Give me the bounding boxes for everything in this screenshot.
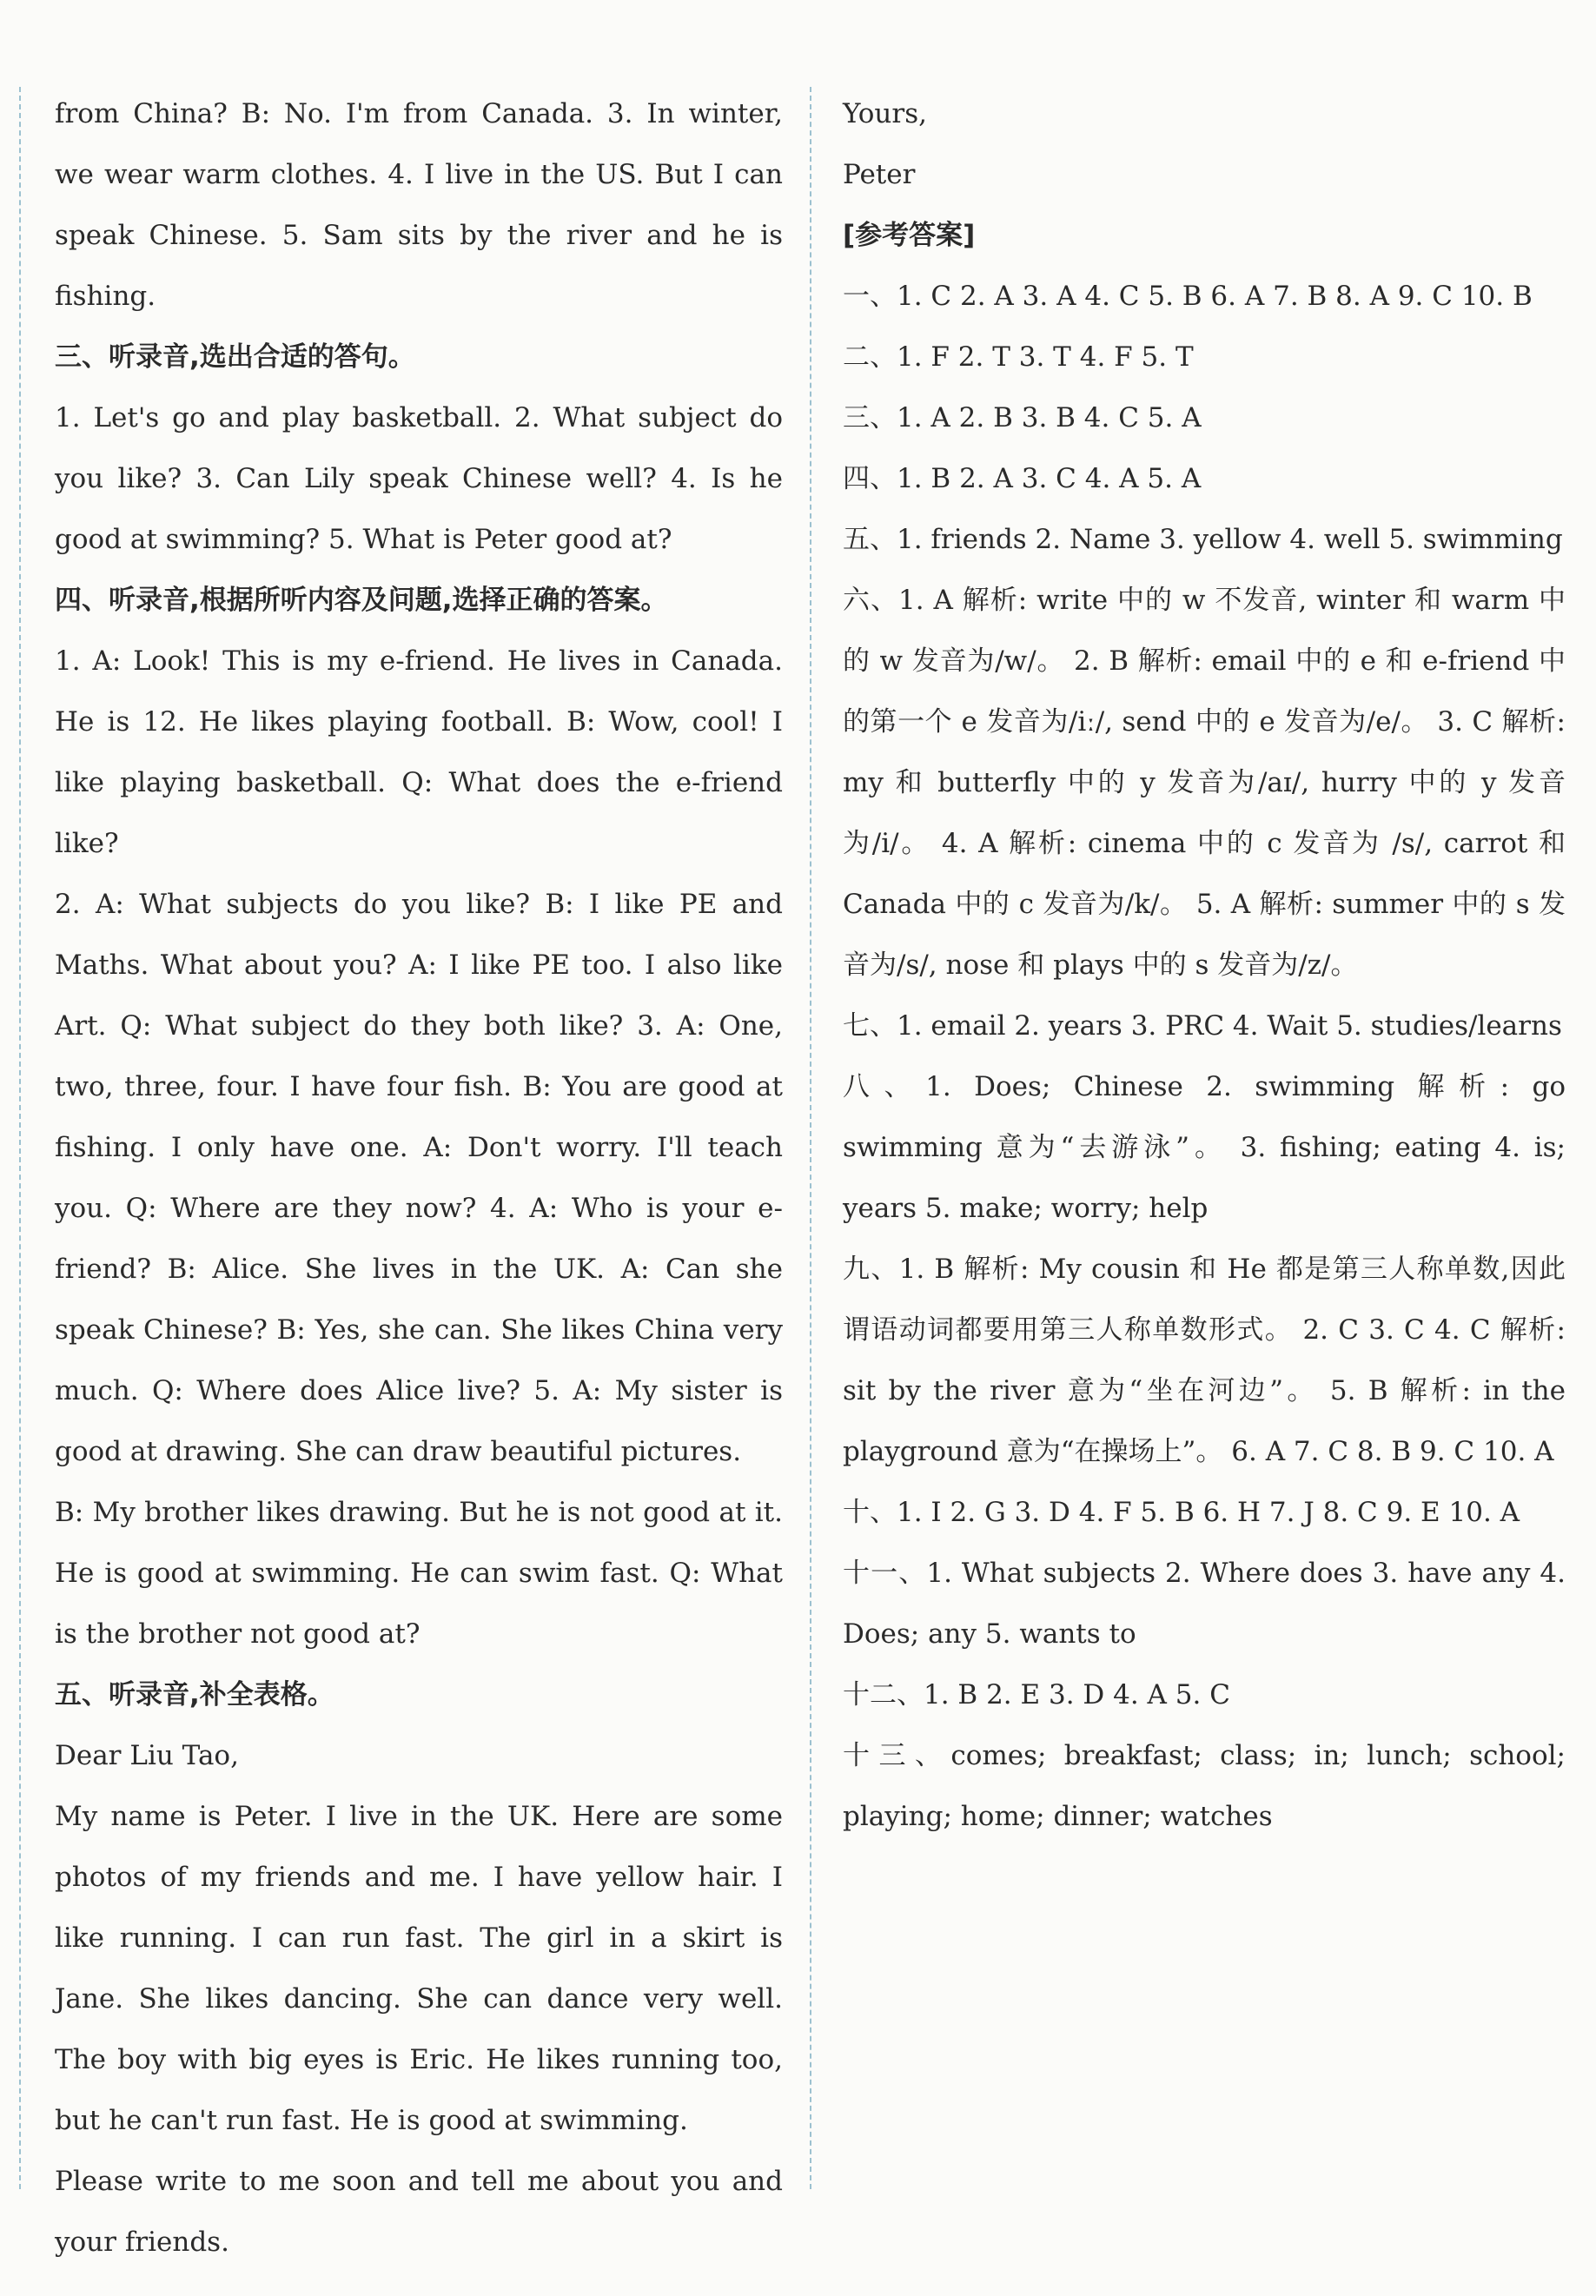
section-heading: 三、听录音,选出合适的答句。 bbox=[55, 341, 415, 373]
transcript-paragraph: B: My brother likes drawing. But he is not good at it. He is good at swimming. He can swim fast. Q: What is the brother not good at? bbox=[55, 1497, 783, 1650]
letter-salutation: Dear Liu Tao, bbox=[55, 1740, 239, 1771]
section-heading: 五、听录音,补全表格。 bbox=[55, 1679, 334, 1710]
transcript-paragraph: from China? B: No. I'm from Canada. 3. In winter, we wear warm clothes. 4. I live in the US. But I can speak Chinese. 5. Sam sits by the river and he is fishing. bbox=[55, 98, 783, 312]
transcript-paragraph: 1. A: Look! This is my e-friend. He lives in Canada. He is 12. He likes playing football. B: Wow, cool! I like playing basketball. Q: What does the e-friend like? bbox=[55, 645, 783, 859]
right-column bbox=[843, 83, 1566, 1847]
section-heading: 四、听录音,根据所听内容及问题,选择正确的答案。 bbox=[55, 585, 668, 616]
letter-body: My name is Peter. I live in the UK. Here are some photos of my friends and me. I have yellow hair. I like running. I can run fast. The girl in a skirt is Jane. She likes dancing. She can dance very well. The boy with big eyes is Eric. He likes running too, but he can't run fast. He is good at swimming. bbox=[55, 1801, 783, 2136]
answer-section-9: 九、1. B 解析: My cousin 和 He 都是第三人称单数,因此谓语动词都要用第三人称单数形式。 2. C 3. C 4. C 解析: sit by the river 意为“坐在河边”。 5. B 解析: in the playground 意为“在操场上”。 6. A 7. C 8. B 9. C 10. A bbox=[843, 1254, 1566, 1467]
transcript-paragraph: 2. A: What subjects do you like? B: I like PE and Maths. What about you? A: I like PE too. I also like Art. Q: What subject do they both like? 3. A: One, two, three, four. I have four fish. B: You are good at fishing. I only have one. A: Don't worry. I'll teach you. Q: Where are they now? 4. A: Who is your e-friend? B: Alice. She lives in the UK. A: Can she speak Chinese? B: Yes, she can. She likes China very much. Q: Where does Alice live? 5. A: My sister is good at drawing. She can draw beautiful pictures. bbox=[55, 889, 783, 1467]
left-margin-rule bbox=[19, 87, 21, 2189]
answer-section-13: 十三、comes; breakfast; class; in; lunch; school; playing; home; dinner; watches bbox=[843, 1740, 1566, 1832]
answer-section-2: 二、1. F 2. T 3. T 4. F 5. T bbox=[843, 341, 1194, 373]
answer-section-6: 六、1. A 解析: write 中的 w 不发音, winter 和 warm 中的 w 发音为/w/。 2. B 解析: email 中的 e 和 e-friend 中的第一个 e 发音为/iː/, send 中的 e 发音为/e/。 3. C 解析: my 和 butterfly 中的 y 发音为/aɪ/, hurry 中的 y 发音为/i/。 4. A 解析: cinema 中的 c 发音为 /s/, carrot 和 Canada 中的 c 发音为/k/。 5. A 解析: summer 中的 s 发音为/s/, nose 和 plays 中的 s 发音为/z/。 bbox=[843, 585, 1566, 981]
answer-section-3: 三、1. A 2. B 3. B 4. C 5. A bbox=[843, 402, 1202, 433]
column-divider-rule bbox=[810, 87, 811, 2189]
letter-closing-line: Please write to me soon and tell me about you and your friends. bbox=[55, 2166, 783, 2258]
answer-section-8: 八、1. Does; Chinese 2. swimming 解析: go swimming 意为“去游泳”。 3. fishing; eating 4. is; years 5. make; worry; help bbox=[843, 1071, 1566, 1224]
letter-signoff: Yours, bbox=[843, 98, 927, 129]
answer-section-12: 十二、1. B 2. E 3. D 4. A 5. C bbox=[843, 1679, 1230, 1710]
answer-section-10: 十、1. I 2. G 3. D 4. F 5. B 6. H 7. J 8. C 9. E 10. A bbox=[843, 1497, 1520, 1528]
answer-key-heading: [参考答案] bbox=[843, 220, 976, 251]
answer-section-5: 五、1. friends 2. Name 3. yellow 4. well 5. swimming bbox=[843, 524, 1563, 555]
answer-section-7: 七、1. email 2. years 3. PRC 4. Wait 5. studies/learns bbox=[843, 1010, 1562, 1042]
answer-section-11: 十一、1. What subjects 2. Where does 3. have any 4. Does; any 5. wants to bbox=[843, 1558, 1566, 1650]
transcript-paragraph: 1. Let's go and play basketball. 2. What subject do you like? 3. Can Lily speak Chinese well? 4. Is he good at swimming? 5. What is Peter good at? bbox=[55, 402, 783, 555]
answer-section-4: 四、1. B 2. A 3. C 4. A 5. A bbox=[843, 463, 1202, 494]
answer-section-1: 一、1. C 2. A 3. A 4. C 5. B 6. A 7. B 8. A 9. C 10. B bbox=[843, 281, 1533, 312]
left-column bbox=[55, 83, 783, 2273]
letter-signature: Peter bbox=[843, 159, 916, 190]
